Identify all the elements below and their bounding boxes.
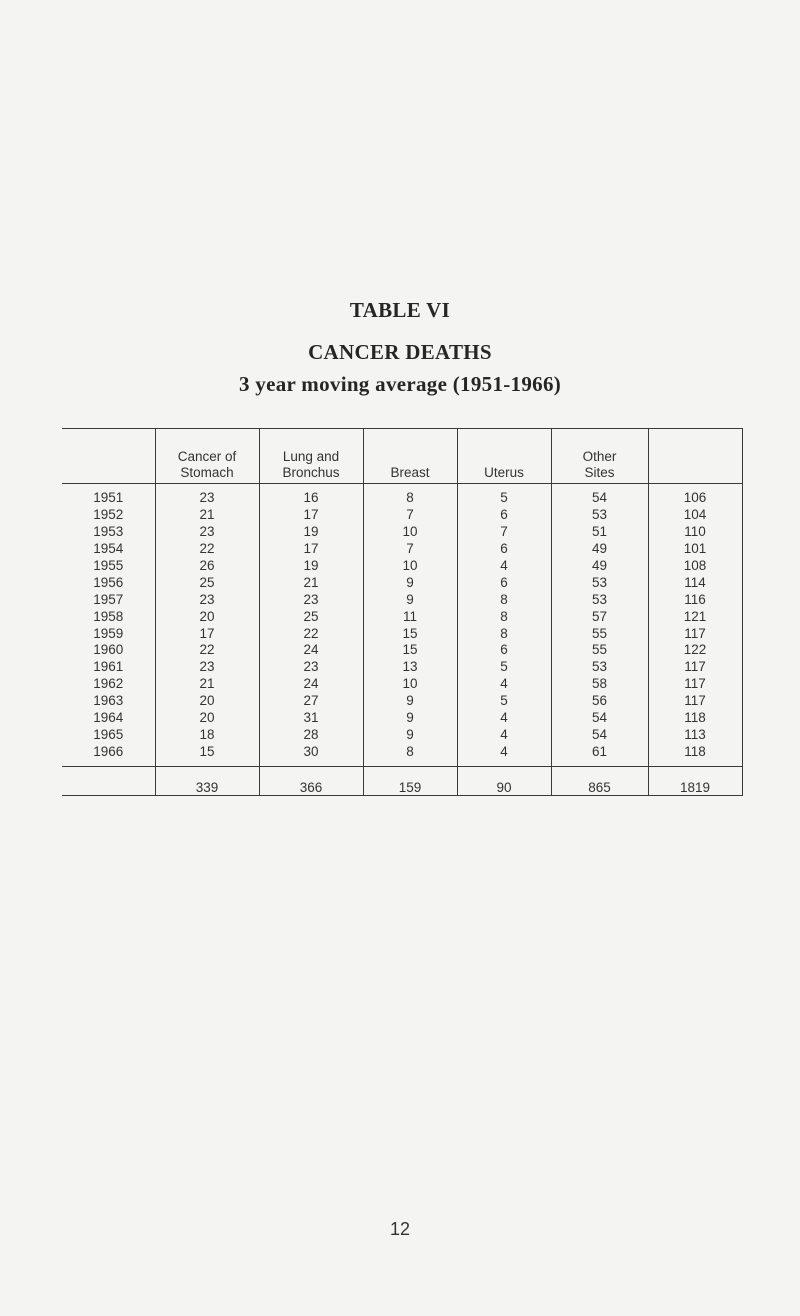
cell-stomach: 20 xyxy=(155,608,259,625)
header-other-sites: Other Sites xyxy=(551,429,648,484)
cell-breast: 9 xyxy=(363,693,457,710)
cell-uterus: 4 xyxy=(457,676,551,693)
cell-other-sites: 54 xyxy=(551,710,648,727)
cell-lung: 23 xyxy=(259,659,363,676)
cell-total: 117 xyxy=(648,625,742,642)
cell-uterus: 6 xyxy=(457,642,551,659)
cell-breast: 10 xyxy=(363,524,457,541)
cell-uterus: 6 xyxy=(457,507,551,524)
cell-year: 1965 xyxy=(93,726,124,742)
cell-stomach: 26 xyxy=(155,558,259,575)
cell-total: 122 xyxy=(648,642,742,659)
cell-other-sites: 53 xyxy=(551,659,648,676)
cell-uterus: 5 xyxy=(457,659,551,676)
cell-other-sites: 54 xyxy=(551,726,648,743)
cell-total: 121 xyxy=(648,608,742,625)
cell-other-sites: 53 xyxy=(551,574,648,591)
cell-uterus: 5 xyxy=(457,484,551,507)
cell-uterus: 7 xyxy=(457,524,551,541)
cell-uterus: 4 xyxy=(457,743,551,766)
cell-breast: 8 xyxy=(363,484,457,507)
header-lung: Lung and Bronchus xyxy=(259,429,363,484)
cell-uterus: 8 xyxy=(457,625,551,642)
cell-stomach: 22 xyxy=(155,642,259,659)
table-row xyxy=(62,591,742,608)
cell-year: 1960 xyxy=(93,642,124,658)
cell-uterus: 8 xyxy=(457,608,551,625)
cell-lung: 30 xyxy=(259,743,363,766)
cell-total: 116 xyxy=(648,591,742,608)
totals-label xyxy=(62,767,155,796)
cell-stomach: 15 xyxy=(155,743,259,766)
cell-lung: 25 xyxy=(259,608,363,625)
table-subtitle: CANCER DEATHS xyxy=(308,340,492,364)
cell-uterus: 6 xyxy=(457,574,551,591)
cancer-deaths-table xyxy=(62,428,743,796)
cell-stomach: 23 xyxy=(155,524,259,541)
cell-stomach: 20 xyxy=(155,693,259,710)
header-breast: Breast xyxy=(363,429,457,484)
cell-other-sites: 56 xyxy=(551,693,648,710)
cell-stomach: 23 xyxy=(155,484,259,507)
cell-breast: 9 xyxy=(363,591,457,608)
cell-breast: 11 xyxy=(363,608,457,625)
table-row xyxy=(62,625,742,642)
cell-other-sites: 61 xyxy=(551,743,648,766)
cell-year: 1961 xyxy=(93,659,124,675)
cell-lung: 28 xyxy=(259,726,363,743)
cell-stomach: 21 xyxy=(155,676,259,693)
table-header xyxy=(62,429,742,484)
cell-total: 110 xyxy=(648,524,742,541)
cell-total: 117 xyxy=(648,676,742,693)
cell-year: 1951 xyxy=(93,490,124,506)
cell-total: 104 xyxy=(648,507,742,524)
table-footer xyxy=(62,767,742,796)
cell-uterus: 4 xyxy=(457,710,551,727)
cell-other-sites: 55 xyxy=(551,642,648,659)
cell-breast: 7 xyxy=(363,507,457,524)
cell-total: 106 xyxy=(648,484,742,507)
cell-lung: 17 xyxy=(259,507,363,524)
cell-stomach: 23 xyxy=(155,659,259,676)
table-row xyxy=(62,743,742,766)
cell-year: 1958 xyxy=(93,608,124,624)
header-total xyxy=(648,429,742,484)
totals-row xyxy=(62,767,742,796)
cell-breast: 15 xyxy=(363,625,457,642)
cell-lung: 24 xyxy=(259,642,363,659)
cell-total: 118 xyxy=(648,743,742,766)
cell-breast: 9 xyxy=(363,710,457,727)
cell-stomach: 22 xyxy=(155,541,259,558)
table-row xyxy=(62,507,742,524)
cell-lung: 17 xyxy=(259,541,363,558)
cell-lung: 19 xyxy=(259,558,363,575)
table-row xyxy=(62,608,742,625)
cell-lung: 21 xyxy=(259,574,363,591)
cell-lung: 31 xyxy=(259,710,363,727)
cell-breast: 8 xyxy=(363,743,457,766)
total-stomach: 339 xyxy=(155,767,259,796)
table-period: 3 year moving average (1951-1966) xyxy=(238,372,562,396)
cell-year: 1956 xyxy=(93,574,124,590)
cell-year: 1952 xyxy=(93,507,124,523)
cell-total: 113 xyxy=(648,726,742,743)
cell-stomach: 18 xyxy=(155,726,259,743)
cell-total: 108 xyxy=(648,558,742,575)
total-uterus: 90 xyxy=(457,767,551,796)
table-row xyxy=(62,541,742,558)
header-uterus: Uterus xyxy=(457,429,551,484)
cell-breast: 9 xyxy=(363,726,457,743)
table-row xyxy=(62,524,742,541)
cell-year: 1957 xyxy=(93,591,124,607)
cell-stomach: 21 xyxy=(155,507,259,524)
total-all: 1819 xyxy=(648,767,742,796)
total-other-sites: 865 xyxy=(551,767,648,796)
header-row xyxy=(62,429,742,484)
table-row xyxy=(62,642,742,659)
total-breast: 159 xyxy=(363,767,457,796)
cell-lung: 27 xyxy=(259,693,363,710)
cell-stomach: 17 xyxy=(155,625,259,642)
cell-year: 1962 xyxy=(93,676,124,692)
cell-year: 1955 xyxy=(93,558,124,573)
cell-total: 101 xyxy=(648,541,742,558)
cell-other-sites: 55 xyxy=(551,625,648,642)
cell-year: 1964 xyxy=(93,710,124,726)
cell-year: 1953 xyxy=(93,524,124,540)
header-year xyxy=(62,429,155,484)
cell-stomach: 25 xyxy=(155,574,259,591)
cell-lung: 22 xyxy=(259,625,363,642)
cell-total: 117 xyxy=(648,693,742,710)
page-number: 12 xyxy=(389,1219,411,1239)
cell-other-sites: 58 xyxy=(551,676,648,693)
cell-breast: 15 xyxy=(363,642,457,659)
cell-breast: 7 xyxy=(363,541,457,558)
cell-stomach: 20 xyxy=(155,710,259,727)
cell-year: 1963 xyxy=(93,693,124,709)
cell-year: 1959 xyxy=(93,625,124,641)
table-row xyxy=(62,693,742,710)
cell-other-sites: 49 xyxy=(551,558,648,575)
cell-other-sites: 53 xyxy=(551,507,648,524)
cell-breast: 10 xyxy=(363,558,457,575)
cell-uterus: 6 xyxy=(457,541,551,558)
cell-year: 1954 xyxy=(93,541,124,557)
table-row xyxy=(62,659,742,676)
header-stomach: Cancer of Stomach xyxy=(155,429,259,484)
cell-uterus: 4 xyxy=(457,558,551,575)
table-row xyxy=(62,574,742,591)
cell-other-sites: 51 xyxy=(551,524,648,541)
cell-total: 118 xyxy=(648,710,742,727)
cell-other-sites: 54 xyxy=(551,484,648,507)
cell-lung: 23 xyxy=(259,591,363,608)
table-row xyxy=(62,676,742,693)
cell-other-sites: 49 xyxy=(551,541,648,558)
cell-total: 114 xyxy=(648,574,742,591)
cell-total: 117 xyxy=(648,659,742,676)
table-row xyxy=(62,484,742,507)
cell-breast: 10 xyxy=(363,676,457,693)
total-lung: 366 xyxy=(259,767,363,796)
cell-breast: 13 xyxy=(363,659,457,676)
table-title: TABLE VI xyxy=(349,298,451,322)
table-row xyxy=(62,558,742,575)
cell-lung: 16 xyxy=(259,484,363,507)
cell-uterus: 5 xyxy=(457,693,551,710)
table-row xyxy=(62,710,742,727)
cell-stomach: 23 xyxy=(155,591,259,608)
cell-breast: 9 xyxy=(363,574,457,591)
cell-year: 1966 xyxy=(93,743,124,759)
table-row xyxy=(62,726,742,743)
cell-lung: 24 xyxy=(259,676,363,693)
table-body xyxy=(62,484,742,767)
cell-uterus: 4 xyxy=(457,726,551,743)
cell-uterus: 8 xyxy=(457,591,551,608)
cell-lung: 19 xyxy=(259,524,363,541)
cell-other-sites: 57 xyxy=(551,608,648,625)
cell-other-sites: 53 xyxy=(551,591,648,608)
